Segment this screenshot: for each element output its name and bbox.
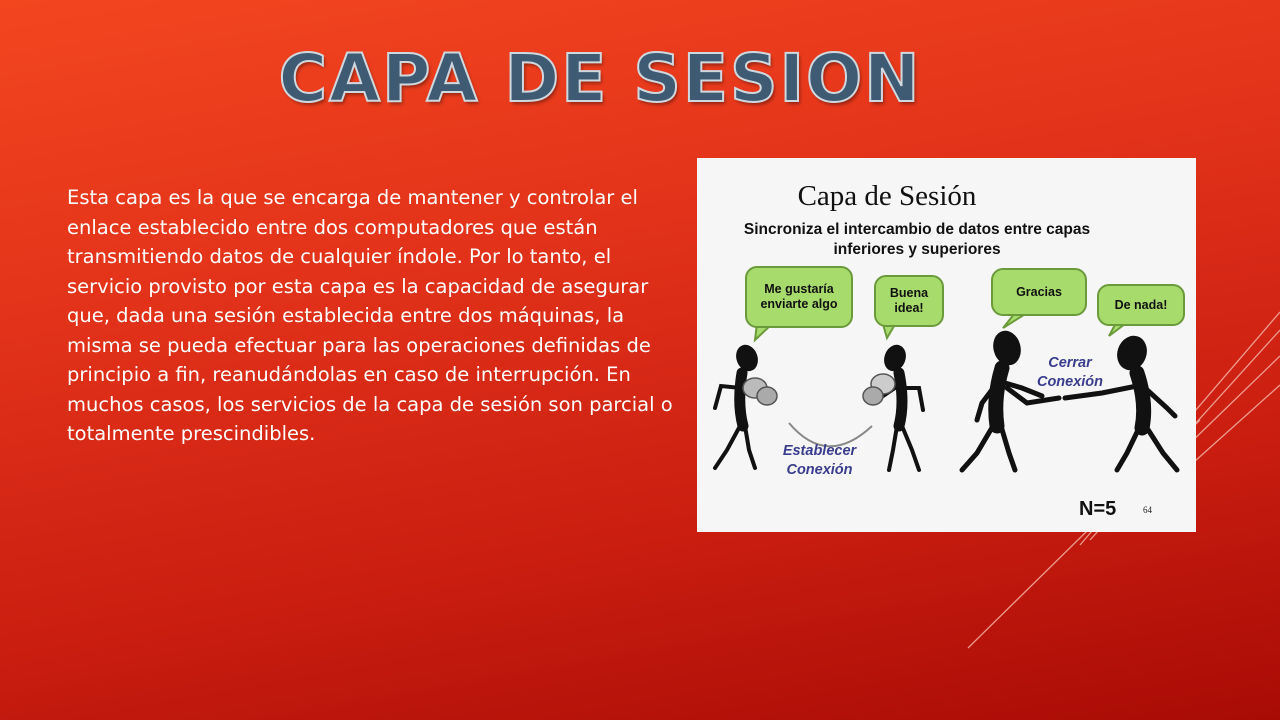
speech-bubble-2: Buena idea! <box>874 275 944 327</box>
close-connection-label: Cerrar Conexión <box>1036 355 1104 390</box>
figure-subtitle: Sincroniza el intercambio de datos entre capas inferiores y superiores <box>743 221 1091 258</box>
speech-bubble-3: Gracias <box>991 268 1087 316</box>
slide-title: CAPA DE SESION <box>278 40 922 117</box>
stick-figure-icon <box>962 328 1059 470</box>
establish-connection-label: Establecer Conexión <box>782 443 857 478</box>
session-layer-figure <box>697 158 1196 532</box>
speech-bubble-4: De nada! <box>1097 284 1185 326</box>
stick-figure-icon <box>863 342 923 470</box>
figure-page-number: 64 <box>1143 505 1152 515</box>
slide-body-text: Esta capa es la que se encarga de mantener y controlar el enlace establecido entre dos computadores que están transmitiendo datos de cualquier índole. Por lo tanto, el servicio provisto por esta capa es la capacidad de asegurar que, dada una sesión establecida entre dos máquinas, la misma se pueda efectuar para las operaciones definidas de principio a fin, reanudándolas en caso de interrupción. En muchos casos, los servicios de la capa de sesión son parcial o totalmente prescindibles. <box>67 186 673 445</box>
figure-title: Capa de Sesión <box>797 180 977 212</box>
speech-bubble-1: Me gustaría enviarte algo <box>745 266 853 328</box>
stick-figure-icon <box>1065 332 1177 470</box>
n-label: N=5 <box>1079 498 1117 520</box>
